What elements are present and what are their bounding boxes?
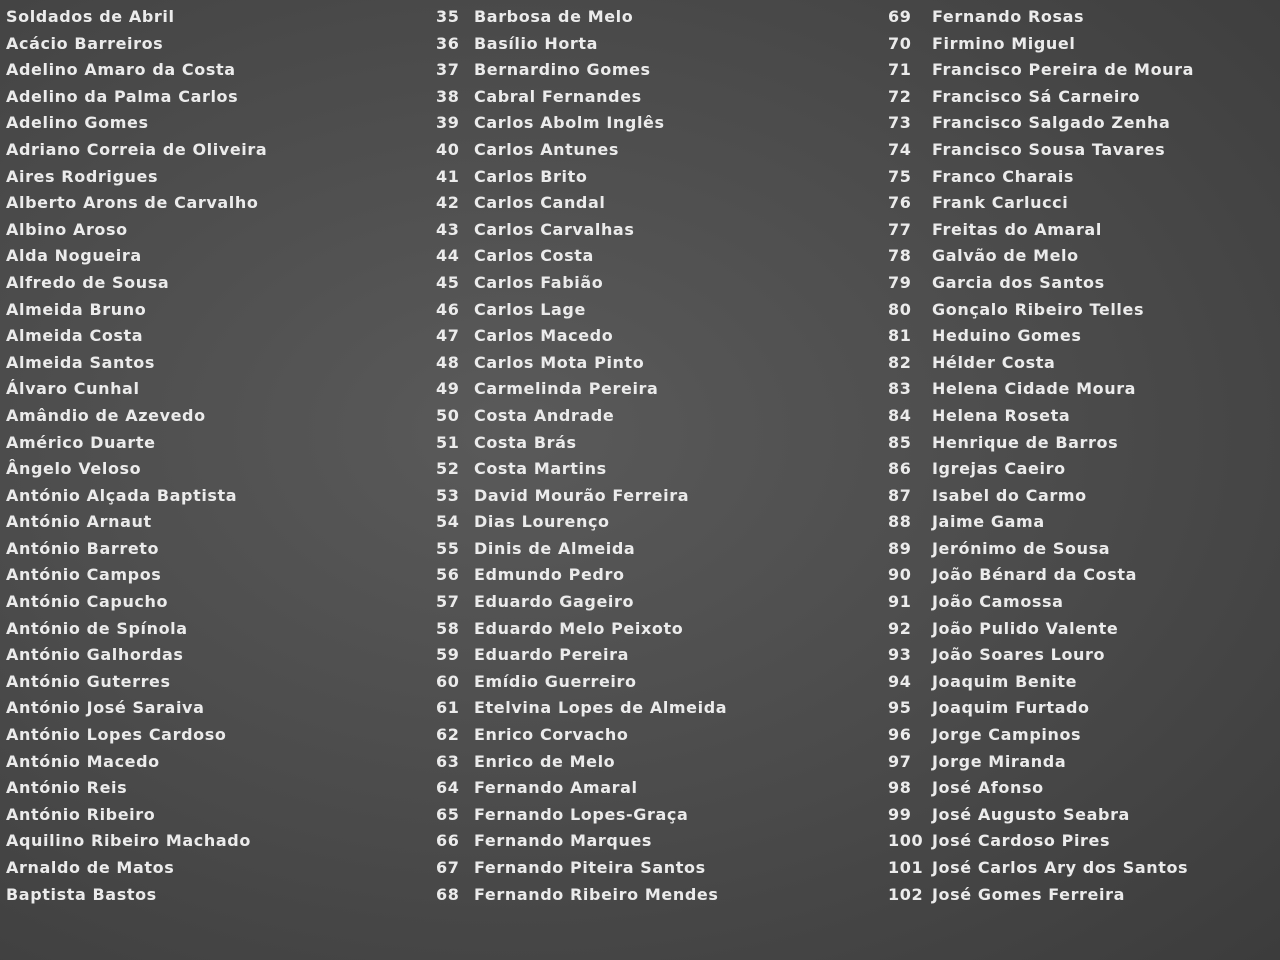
item-number: 55 — [436, 538, 460, 558]
item-number: 101 — [888, 858, 924, 877]
item-name: Carlos Abolm Inglês — [474, 113, 665, 133]
list-item — [888, 855, 1280, 882]
item-number: 102 — [888, 884, 924, 904]
list-item — [6, 243, 426, 270]
item-name: Adelino da Palma Carlos — [6, 86, 239, 106]
item-name: Etelvina Lopes de Almeida — [474, 698, 728, 718]
item-number: 76 — [888, 193, 912, 213]
item-name: António de Spínola — [6, 618, 188, 638]
item-name: António Macedo — [6, 751, 160, 771]
item-name: Carlos Lage — [474, 299, 586, 319]
item-name: Franco Charais — [932, 166, 1075, 186]
item-name: Ângelo Veloso — [6, 459, 142, 479]
list-item — [6, 4, 426, 31]
item-name: Adelino Gomes — [6, 113, 149, 133]
item-name: Dias Lourenço — [474, 512, 610, 532]
item-name: Jorge Miranda — [932, 751, 1067, 771]
item-number: 92 — [888, 618, 912, 638]
item-name: Amândio de Azevedo — [6, 405, 206, 425]
list-item — [888, 430, 1280, 457]
item-number: 89 — [888, 538, 912, 558]
item-name: Freitas do Amaral — [932, 219, 1102, 239]
list-item — [436, 31, 886, 58]
names-column-2 — [436, 4, 886, 908]
item-number: 43 — [436, 219, 460, 239]
item-name: António Campos — [6, 565, 162, 585]
item-name: João Camossa — [932, 592, 1064, 612]
item-name: Fernando Marques — [474, 831, 653, 851]
item-name: Fernando Piteira Santos — [474, 858, 706, 877]
list-item — [888, 722, 1280, 749]
list-title: Soldados de Abril — [6, 7, 175, 26]
item-name: Garcia dos Santos — [932, 272, 1105, 292]
list-item — [6, 828, 426, 855]
item-number: 65 — [436, 804, 460, 824]
list-item — [6, 456, 426, 483]
item-name: Fernando Lopes-Graça — [474, 804, 689, 824]
list-item — [888, 509, 1280, 536]
list-item — [6, 137, 426, 164]
list-item — [888, 669, 1280, 696]
item-number: 42 — [436, 193, 460, 213]
list-item — [6, 882, 426, 909]
item-name: António Reis — [6, 778, 128, 798]
item-name: Francisco Pereira de Moura — [932, 60, 1195, 80]
list-item — [888, 775, 1280, 802]
item-name: Carlos Carvalhas — [474, 219, 635, 239]
item-number: 97 — [888, 751, 912, 771]
item-name: António Guterres — [6, 671, 171, 691]
item-name: Carlos Antunes — [474, 139, 619, 159]
item-name: Helena Roseta — [932, 405, 1071, 425]
item-number: 38 — [436, 86, 460, 106]
item-name: Eduardo Melo Peixoto — [474, 618, 684, 638]
item-name: Jaime Gama — [932, 512, 1045, 532]
item-number: 46 — [436, 299, 460, 319]
item-number: 95 — [888, 698, 912, 718]
list-item — [436, 855, 886, 882]
item-name: Edmundo Pedro — [474, 565, 625, 585]
item-name: Galvão de Melo — [932, 246, 1079, 266]
item-name: António Arnaut — [6, 512, 152, 532]
item-number: 91 — [888, 592, 912, 612]
item-number: 56 — [436, 565, 460, 585]
item-number: 50 — [436, 405, 460, 425]
item-name: Costa Andrade — [474, 405, 615, 425]
list-item — [888, 562, 1280, 589]
list-item — [888, 4, 1280, 31]
item-number: 61 — [436, 698, 460, 718]
list-item — [888, 190, 1280, 217]
list-item — [436, 217, 886, 244]
list-item — [436, 270, 886, 297]
list-item — [888, 297, 1280, 324]
item-name: Joaquim Furtado — [932, 698, 1090, 718]
item-name: Almeida Bruno — [6, 299, 147, 319]
item-name: Gonçalo Ribeiro Telles — [932, 299, 1145, 319]
list-item — [436, 562, 886, 589]
item-name: Adelino Amaro da Costa — [6, 60, 236, 80]
item-name: Frank Carlucci — [932, 193, 1069, 213]
list-item — [888, 695, 1280, 722]
list-item — [436, 403, 886, 430]
list-item — [436, 775, 886, 802]
item-name: Joaquim Benite — [932, 671, 1078, 691]
list-item — [6, 110, 426, 137]
list-item — [6, 695, 426, 722]
item-name: Emídio Guerreiro — [474, 671, 637, 691]
list-item — [6, 430, 426, 457]
list-item — [436, 376, 886, 403]
item-name: Alfredo de Sousa — [6, 272, 170, 292]
item-number: 67 — [436, 858, 460, 877]
list-item — [888, 31, 1280, 58]
item-number: 68 — [436, 884, 460, 904]
item-name: Aquilino Ribeiro Machado — [6, 831, 251, 851]
list-item — [6, 616, 426, 643]
list-item — [436, 669, 886, 696]
item-name: Costa Martins — [474, 459, 607, 479]
list-item — [436, 430, 886, 457]
item-number: 73 — [888, 113, 912, 133]
item-name: Albino Aroso — [6, 219, 128, 239]
list-item — [6, 217, 426, 244]
list-item — [6, 509, 426, 536]
list-item — [436, 84, 886, 111]
list-item — [888, 137, 1280, 164]
list-item — [888, 84, 1280, 111]
item-name: Aires Rodrigues — [6, 166, 159, 186]
item-name: Carlos Mota Pinto — [474, 352, 645, 372]
item-number: 59 — [436, 645, 460, 665]
item-number: 36 — [436, 33, 460, 53]
item-name: Costa Brás — [474, 432, 577, 452]
item-name: Heduino Gomes — [932, 326, 1082, 346]
list-item — [888, 243, 1280, 270]
item-name: Carlos Brito — [474, 166, 588, 186]
item-name: José Cardoso Pires — [932, 831, 1111, 851]
item-number: 96 — [888, 725, 912, 745]
list-item — [436, 110, 886, 137]
list-item — [6, 164, 426, 191]
list-item — [436, 483, 886, 510]
item-name: Isabel do Carmo — [932, 485, 1087, 505]
item-number: 57 — [436, 592, 460, 612]
list-item — [436, 882, 886, 909]
item-number: 100 — [888, 831, 924, 851]
list-item — [6, 562, 426, 589]
item-name: António Galhordas — [6, 645, 184, 665]
item-name: João Soares Louro — [932, 645, 1106, 665]
item-number: 58 — [436, 618, 460, 638]
item-name: José Augusto Seabra — [932, 804, 1130, 824]
item-name: Alda Nogueira — [6, 246, 142, 266]
item-number: 53 — [436, 485, 460, 505]
item-number: 72 — [888, 86, 912, 106]
list-item — [6, 403, 426, 430]
list-item — [6, 802, 426, 829]
list-item — [436, 4, 886, 31]
item-number: 75 — [888, 166, 912, 186]
list-item — [436, 695, 886, 722]
item-number: 37 — [436, 60, 460, 80]
item-name: Jorge Campinos — [932, 725, 1082, 745]
item-name: Francisco Salgado Zenha — [932, 113, 1171, 133]
list-item — [888, 616, 1280, 643]
item-number: 78 — [888, 246, 912, 266]
item-name: Acácio Barreiros — [6, 33, 164, 53]
item-name: Carlos Fabião — [474, 272, 604, 292]
list-item — [436, 589, 886, 616]
item-number: 48 — [436, 352, 460, 372]
item-number: 99 — [888, 804, 912, 824]
item-number: 40 — [436, 139, 460, 159]
item-name: António José Saraiva — [6, 698, 205, 718]
item-name: António Ribeiro — [6, 804, 156, 824]
list-item — [6, 589, 426, 616]
item-name: Baptista Bastos — [6, 884, 157, 904]
item-name: Carlos Candal — [474, 193, 606, 213]
item-number: 44 — [436, 246, 460, 266]
list-item — [6, 57, 426, 84]
item-name: Enrico de Melo — [474, 751, 616, 771]
item-name: Carlos Costa — [474, 246, 594, 266]
list-item — [6, 536, 426, 563]
list-item — [436, 749, 886, 776]
item-number: 49 — [436, 379, 460, 399]
list-item — [436, 297, 886, 324]
item-number: 63 — [436, 751, 460, 771]
list-item — [436, 536, 886, 563]
item-number: 71 — [888, 60, 912, 80]
item-number: 94 — [888, 671, 912, 691]
item-number: 51 — [436, 432, 460, 452]
item-name: Carlos Macedo — [474, 326, 614, 346]
item-number: 80 — [888, 299, 912, 319]
item-name: Hélder Costa — [932, 352, 1056, 372]
item-name: Helena Cidade Moura — [932, 379, 1137, 399]
item-name: Fernando Ribeiro Mendes — [474, 884, 719, 904]
item-number: 81 — [888, 326, 912, 346]
item-name: Carmelinda Pereira — [474, 379, 659, 399]
item-number: 70 — [888, 33, 912, 53]
list-item — [6, 350, 426, 377]
item-number: 52 — [436, 459, 460, 479]
list-item — [888, 323, 1280, 350]
list-item — [436, 243, 886, 270]
item-name: Barbosa de Melo — [474, 7, 634, 26]
item-number: 54 — [436, 512, 460, 532]
list-item — [888, 110, 1280, 137]
list-item — [888, 217, 1280, 244]
item-number: 85 — [888, 432, 912, 452]
item-number: 45 — [436, 272, 460, 292]
list-item — [888, 536, 1280, 563]
list-item — [6, 376, 426, 403]
list-item — [436, 190, 886, 217]
names-column-3 — [888, 4, 1280, 908]
list-item — [436, 350, 886, 377]
list-item — [6, 297, 426, 324]
list-item — [6, 855, 426, 882]
list-item — [888, 589, 1280, 616]
item-name: António Barreto — [6, 538, 160, 558]
list-item — [888, 802, 1280, 829]
item-name: Igrejas Caeiro — [932, 459, 1066, 479]
item-name: Alberto Arons de Carvalho — [6, 193, 259, 213]
item-number: 69 — [888, 7, 912, 26]
item-name: Eduardo Pereira — [474, 645, 629, 665]
list-item — [888, 456, 1280, 483]
item-name: Álvaro Cunhal — [6, 379, 140, 399]
list-item — [888, 350, 1280, 377]
list-item — [436, 722, 886, 749]
item-name: António Lopes Cardoso — [6, 725, 227, 745]
item-name: Enrico Corvacho — [474, 725, 629, 745]
names-column-1 — [6, 4, 426, 908]
list-item — [6, 84, 426, 111]
item-number: 90 — [888, 565, 912, 585]
item-name: Basílio Horta — [474, 33, 599, 53]
item-number: 98 — [888, 778, 912, 798]
item-number: 86 — [888, 459, 912, 479]
list-item — [436, 456, 886, 483]
list-item — [436, 642, 886, 669]
item-number: 62 — [436, 725, 460, 745]
item-number: 88 — [888, 512, 912, 532]
list-item — [888, 164, 1280, 191]
list-item — [888, 57, 1280, 84]
list-item — [436, 164, 886, 191]
item-name: Eduardo Gageiro — [474, 592, 635, 612]
list-item — [436, 616, 886, 643]
item-number: 35 — [436, 7, 460, 26]
item-name: Fernando Rosas — [932, 7, 1085, 26]
item-number: 83 — [888, 379, 912, 399]
list-item — [6, 31, 426, 58]
list-item — [6, 190, 426, 217]
item-name: José Gomes Ferreira — [932, 884, 1125, 904]
item-number: 87 — [888, 485, 912, 505]
item-name: António Capucho — [6, 592, 169, 612]
item-number: 64 — [436, 778, 460, 798]
list-item — [6, 669, 426, 696]
list-item — [888, 642, 1280, 669]
item-name: Fernando Amaral — [474, 778, 638, 798]
item-number: 60 — [436, 671, 460, 691]
item-number: 41 — [436, 166, 460, 186]
list-item — [436, 509, 886, 536]
list-item — [6, 323, 426, 350]
item-number: 79 — [888, 272, 912, 292]
item-name: Firmino Miguel — [932, 33, 1076, 53]
item-name: Jerónimo de Sousa — [932, 538, 1111, 558]
item-name: João Bénard da Costa — [932, 565, 1137, 585]
item-number: 66 — [436, 831, 460, 851]
list-item — [436, 802, 886, 829]
list-item — [888, 403, 1280, 430]
item-name: Francisco Sousa Tavares — [932, 139, 1166, 159]
list-item — [888, 270, 1280, 297]
list-item — [436, 137, 886, 164]
list-item — [6, 722, 426, 749]
item-name: Almeida Costa — [6, 326, 144, 346]
list-item — [888, 483, 1280, 510]
item-name: Dinis de Almeida — [474, 538, 636, 558]
list-item — [436, 323, 886, 350]
item-number: 39 — [436, 113, 460, 133]
list-item — [6, 270, 426, 297]
list-item — [436, 57, 886, 84]
item-number: 84 — [888, 405, 912, 425]
item-name: António Alçada Baptista — [6, 485, 238, 505]
list-item — [436, 828, 886, 855]
list-item — [888, 376, 1280, 403]
item-name: Arnaldo de Matos — [6, 858, 175, 877]
item-name: José Afonso — [932, 778, 1044, 798]
item-name: Adriano Correia de Oliveira — [6, 139, 268, 159]
item-name: João Pulido Valente — [932, 618, 1119, 638]
item-name: Américo Duarte — [6, 432, 156, 452]
item-number: 93 — [888, 645, 912, 665]
item-number: 82 — [888, 352, 912, 372]
item-name: Almeida Santos — [6, 352, 155, 372]
item-number: 74 — [888, 139, 912, 159]
item-name: David Mourão Ferreira — [474, 485, 690, 505]
list-item — [6, 775, 426, 802]
item-number: 47 — [436, 326, 460, 346]
item-name: Henrique de Barros — [932, 432, 1119, 452]
list-item — [6, 483, 426, 510]
item-name: Bernardino Gomes — [474, 60, 651, 80]
list-item — [888, 882, 1280, 909]
list-item — [6, 749, 426, 776]
item-name: Cabral Fernandes — [474, 86, 642, 106]
list-item — [888, 749, 1280, 776]
list-item — [6, 642, 426, 669]
list-item — [888, 828, 1280, 855]
item-name: Francisco Sá Carneiro — [932, 86, 1141, 106]
item-name: José Carlos Ary dos Santos — [932, 858, 1189, 877]
item-number: 77 — [888, 219, 912, 239]
